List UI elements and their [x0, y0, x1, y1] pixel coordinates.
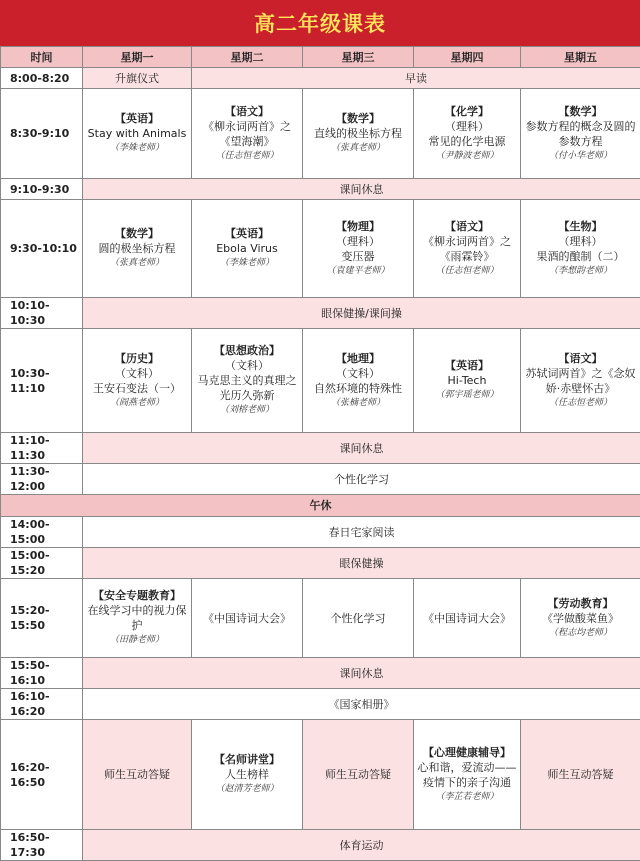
mon-cell: 师生互动答疑 — [83, 720, 192, 830]
teacher-name: （袁建平老师） — [305, 264, 411, 279]
time-cell: 11:30-12:00 — [1, 464, 83, 495]
mon-cell — [83, 579, 192, 658]
merged-activity: 春日宅家阅读 — [83, 517, 640, 548]
time-cell: 16:20-16:50 — [1, 720, 83, 830]
lesson-topic: 《柳永词两首》之《雨霖铃》 — [416, 234, 518, 264]
wed-cell: 师生互动答疑 — [303, 720, 414, 830]
teacher-name: （任志恒老师） — [416, 264, 518, 279]
track-label: （文科） — [85, 366, 189, 381]
wed-cell — [303, 89, 414, 179]
teacher-name: （李芷若老师） — [416, 790, 518, 805]
subject-label: 【数学】 — [305, 111, 411, 126]
teacher-name: （任志恒老师） — [194, 149, 300, 164]
header-time: 时间 — [1, 47, 83, 68]
time-cell: 16:10-16:20 — [1, 689, 83, 720]
teacher-name: （刘榕老师） — [194, 403, 300, 418]
subject-label: 【思想政治】 — [194, 343, 300, 358]
lesson-topic: 果酒的酿制（二） — [523, 249, 638, 264]
tue-cell — [192, 200, 303, 298]
subject-label: 【数学】 — [85, 226, 189, 241]
tue-cell — [192, 89, 303, 179]
table-row — [1, 200, 640, 298]
thu-cell — [414, 89, 521, 179]
time-cell: 15:20-15:50 — [1, 579, 83, 658]
table-row — [1, 433, 640, 464]
merged-activity: 眼保健操/课间操 — [83, 298, 640, 329]
subject-label: 【英语】 — [194, 226, 300, 241]
lesson-topic: 马克思主义的真理之光历久弥新 — [194, 373, 300, 403]
time-cell: 10:30-11:10 — [1, 329, 83, 433]
teacher-name: （李想韵老师） — [523, 264, 638, 279]
time-cell: 15:50-16:10 — [1, 658, 83, 689]
teacher-name: （田静老师） — [85, 633, 189, 648]
time-cell: 14:00-15:00 — [1, 517, 83, 548]
lesson-topic: 《柳永词两首》之《望海潮》 — [194, 119, 300, 149]
time-cell: 11:10-11:30 — [1, 433, 83, 464]
teacher-name: （程志均老师） — [523, 626, 638, 641]
subject-label: 【安全专题教育】 — [85, 588, 189, 603]
lunch-row — [1, 495, 640, 517]
merged-activity: 课间休息 — [83, 179, 640, 200]
thu-cell — [414, 329, 521, 433]
track-label: （理科） — [523, 234, 638, 249]
lesson-topic: 苏轼词两首》之《念奴娇·赤壁怀古》 — [523, 366, 638, 396]
lesson-topic: Stay with Animals — [85, 126, 189, 141]
teacher-name: （付小华老师） — [523, 149, 638, 164]
table-row — [1, 89, 640, 179]
lesson-topic: 《学做酸菜鱼》 — [523, 611, 638, 626]
table-row — [1, 68, 640, 89]
teacher-name: （任志恒老师） — [523, 396, 638, 411]
teacher-name: （张真老师） — [305, 141, 411, 156]
title-bar — [0, 0, 640, 46]
mon-cell — [83, 200, 192, 298]
time-cell: 16:50-17:30 — [1, 830, 83, 861]
mon-cell — [83, 329, 192, 433]
merged-activity: 个性化学习 — [83, 464, 640, 495]
time-cell: 15:00-15:20 — [1, 548, 83, 579]
lesson-topic: Ebola Virus — [194, 241, 300, 256]
merged-activity: 《国家相册》 — [83, 689, 640, 720]
fri-cell — [521, 579, 640, 658]
header-mon: 星期一 — [83, 47, 192, 68]
lesson-topic: 常见的化学电源 — [416, 134, 518, 149]
table-row — [1, 548, 640, 579]
table-row — [1, 689, 640, 720]
table-row — [1, 579, 640, 658]
thu-cell: 《中国诗词大会》 — [414, 579, 521, 658]
header-thu: 星期四 — [414, 47, 521, 68]
table-row — [1, 517, 640, 548]
lesson-topic: 心和谐，爱流动——疫情下的亲子沟通 — [416, 760, 518, 790]
table-row — [1, 298, 640, 329]
tue-cell — [192, 329, 303, 433]
lesson-topic: 自然环境的特殊性 — [305, 381, 411, 396]
lunch-label: 午休 — [1, 495, 640, 517]
timetable — [0, 46, 640, 861]
subject-label: 【历史】 — [85, 351, 189, 366]
teacher-name: （李姝老师） — [194, 256, 300, 271]
subject-label: 【化学】 — [416, 104, 518, 119]
teacher-name: （郭宇瑶老师） — [416, 388, 518, 403]
teacher-name: （尹静波老师） — [416, 149, 518, 164]
fri-cell: 师生互动答疑 — [521, 720, 640, 830]
subject-label: 【数学】 — [523, 104, 638, 119]
teacher-name: （李姝老师） — [85, 141, 189, 156]
table-row — [1, 179, 640, 200]
lesson-topic: 王安石变法（一） — [85, 381, 189, 396]
tue-cell: 《中国诗词大会》 — [192, 579, 303, 658]
merged-activity: 体育运动 — [83, 830, 640, 861]
teacher-name: （阎燕老师） — [85, 396, 189, 411]
lesson-topic: 变压器 — [305, 249, 411, 264]
tue-cell — [192, 720, 303, 830]
fri-cell — [521, 89, 640, 179]
lesson-topic: 圆的极坐标方程 — [85, 241, 189, 256]
wed-cell — [303, 329, 414, 433]
page-title: 高二年级课表 — [254, 8, 386, 38]
header-wed: 星期三 — [303, 47, 414, 68]
mon-cell: 升旗仪式 — [83, 68, 192, 89]
subject-label: 【语文】 — [194, 104, 300, 119]
subject-label: 【地理】 — [305, 351, 411, 366]
subject-label: 【英语】 — [85, 111, 189, 126]
wed-cell — [303, 200, 414, 298]
track-label: （理科） — [305, 234, 411, 249]
time-cell: 10:10-10:30 — [1, 298, 83, 329]
subject-label: 【心理健康辅导】 — [416, 745, 518, 760]
table-row — [1, 329, 640, 433]
time-cell: 9:30-10:10 — [1, 200, 83, 298]
table-row — [1, 464, 640, 495]
time-cell: 8:30-9:10 — [1, 89, 83, 179]
teacher-name: （赵清芳老师） — [194, 782, 300, 797]
lesson-topic: 参数方程的概念及圆的参数方程 — [523, 119, 638, 149]
teacher-name: （张楠老师） — [305, 396, 411, 411]
subject-label: 【物理】 — [305, 219, 411, 234]
track-label: （文科） — [194, 358, 300, 373]
teacher-name: （张真老师） — [85, 256, 189, 271]
lesson-topic: 在线学习中的视力保护 — [85, 603, 189, 633]
track-label: （理科） — [416, 119, 518, 134]
track-label: （文科） — [305, 366, 411, 381]
header-fri: 星期五 — [521, 47, 640, 68]
table-row — [1, 720, 640, 830]
fri-cell — [521, 200, 640, 298]
table-row — [1, 830, 640, 861]
thu-cell — [414, 720, 521, 830]
merged-activity: 早读 — [192, 68, 640, 89]
subject-label: 【劳动教育】 — [523, 596, 638, 611]
wed-cell: 个性化学习 — [303, 579, 414, 658]
header-row — [1, 47, 640, 68]
lesson-topic: 直线的极坐标方程 — [305, 126, 411, 141]
lesson-topic: Hi-Tech — [416, 373, 518, 388]
thu-cell — [414, 200, 521, 298]
merged-activity: 眼保健操 — [83, 548, 640, 579]
subject-label: 【语文】 — [523, 351, 638, 366]
header-tue: 星期二 — [192, 47, 303, 68]
time-cell: 8:00-8:20 — [1, 68, 83, 89]
lesson-topic: 人生榜样 — [194, 767, 300, 782]
subject-label: 【语文】 — [416, 219, 518, 234]
subject-label: 【名师讲堂】 — [194, 752, 300, 767]
table-row — [1, 658, 640, 689]
subject-label: 【英语】 — [416, 358, 518, 373]
subject-label: 【生物】 — [523, 219, 638, 234]
mon-cell — [83, 89, 192, 179]
merged-activity: 课间休息 — [83, 658, 640, 689]
merged-activity: 课间休息 — [83, 433, 640, 464]
fri-cell — [521, 329, 640, 433]
time-cell: 9:10-9:30 — [1, 179, 83, 200]
